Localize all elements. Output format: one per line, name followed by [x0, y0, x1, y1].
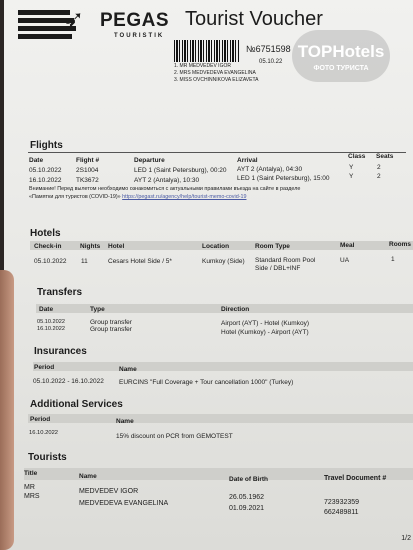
tourist-dob: 26.05.1962 [229, 494, 265, 501]
flight-number: 2S1004 [76, 167, 99, 174]
tourist-name: MEDVEDEVA EVANGELINA [79, 500, 169, 507]
holding-finger [0, 270, 14, 550]
col-title: Title [24, 470, 38, 477]
section-hotels-title: Hotels [30, 228, 61, 239]
section-transfers-title: Transfers [37, 287, 83, 298]
tourist-doc: 662489811 [324, 509, 359, 516]
flight-seats: 2 [377, 164, 381, 171]
col-nights: Nights [80, 243, 101, 250]
hotel-location: Kumkoy (Side) [202, 258, 245, 265]
flight-departure: AYT 2 (Antalya), 10:30 [134, 177, 200, 184]
header-band [33, 362, 413, 371]
hotel-checkin: 05.10.2022 [34, 258, 67, 265]
transfer-type: Group transfer [90, 319, 132, 326]
covid-memo-link[interactable]: https://pegast.ru/agency/help/tourist-memo-covid-19 [122, 194, 247, 200]
flight-date: 05.10.2022 [29, 167, 62, 174]
barcode [174, 40, 240, 62]
hotel-name: Cesars Hotel Side / 5* [108, 258, 172, 265]
transfer-type: Group transfer [90, 326, 132, 333]
flight-arrival: LED 1 (Saint Petersburg), 15:00 [237, 175, 330, 182]
section-flights-title: Flights [30, 140, 63, 151]
small-name: 2. MRS MEDVEDEVA EVANGELINA [174, 70, 256, 76]
names-small [174, 63, 258, 84]
page-title: Tourist Voucher [185, 8, 323, 30]
col-direction: Direction [221, 306, 250, 313]
col-meal: Meal [340, 242, 355, 249]
col-checkin: Check-in [34, 243, 62, 250]
col-class: Class [348, 153, 366, 160]
flight-departure: LED 1 (Saint Petersburg), 00:20 [134, 167, 227, 174]
col-name: Name [116, 418, 134, 425]
voucher-number: №6751598 [246, 44, 291, 54]
col-departure: Departure [134, 157, 165, 164]
service-period: 16.10.2022 [29, 430, 59, 436]
col-period: Period [34, 364, 55, 371]
voucher-date: 05.10.22 [259, 59, 283, 65]
transfer-date: 16.10.2022 [37, 326, 65, 332]
tophotels-watermark [292, 30, 390, 82]
insurance-period: 05.10.2022 - 16.10.2022 [33, 378, 104, 385]
brand-name: PEGAS [100, 10, 170, 31]
brand-sub: TOURISTIK [114, 33, 165, 39]
col-date: Date [29, 157, 44, 164]
hotel-room-type: Standard Room Pool [255, 257, 316, 264]
col-period: Period [30, 416, 51, 423]
col-type: Type [90, 306, 105, 313]
section-insurances-title: Insurances [34, 346, 87, 357]
col-seats: Seats [376, 153, 394, 160]
covid-notice-label: «Памятки для туристов (COVID-19)» [29, 194, 121, 200]
col-hotel: Hotel [108, 243, 125, 250]
tourist-name: MEDVEDEV IGOR [79, 488, 139, 495]
logo-bird-icon: ➶ [64, 6, 85, 33]
section-tourists-title: Tourists [28, 452, 67, 463]
watermark-tag: ФОТО ТУРИСТА [313, 65, 369, 72]
tourist-title: MR [24, 484, 35, 491]
service-name: 15% discount on PCR from GEMOTEST [116, 433, 233, 440]
tourist-doc: 723932359 [324, 499, 360, 506]
page-number: 1/2 [401, 535, 411, 542]
section-services-title: Additional Services [30, 399, 123, 410]
watermark-brand: TOPHotels [297, 42, 385, 61]
col-rooms: Rooms [389, 241, 412, 248]
flight-number: TK3672 [76, 177, 99, 184]
flight-arrival: AYT 2 (Antalya), 04:30 [237, 166, 303, 173]
col-name: Name [79, 473, 97, 480]
col-flight: Flight # [76, 157, 100, 164]
voucher-paper [4, 0, 413, 550]
flight-class: Y [349, 164, 354, 171]
tourist-dob: 01.09.2021 [229, 505, 265, 512]
transfer-date: 05.10.2022 [37, 319, 65, 325]
hotel-meal: UA [340, 257, 350, 264]
transfer-direction: Airport (AYT) - Hotel (Kumkoy) [221, 320, 310, 327]
tourist-title: MRS [24, 493, 40, 500]
small-name: 3. MISS OVCHINNIKOVA ELIZAVETA [174, 77, 259, 83]
col-dob: Date of Birth [229, 476, 268, 483]
covid-notice-line2 [29, 194, 247, 200]
flight-date: 16.10.2022 [29, 177, 62, 184]
pegas-logo [18, 6, 170, 48]
small-name: 1. MR MEDVEDEV IGOR [174, 63, 231, 69]
hotel-nights: 11 [81, 258, 88, 265]
flight-class: Y [349, 173, 354, 180]
hotel-room-type-2: Side / DBL+INF [255, 265, 301, 272]
col-room-type: Room Type [255, 243, 290, 250]
header-band [28, 414, 413, 423]
hotel-rooms: 1 [391, 256, 395, 263]
col-name: Name [119, 366, 137, 373]
col-travel-doc: Travel Document # [324, 475, 387, 482]
col-arrival: Arrival [237, 157, 258, 164]
col-date: Date [39, 306, 54, 313]
transfer-direction: Hotel (Kumkoy) - Airport (AYT) [221, 329, 309, 336]
insurance-name: EURCINS "Full Coverage + Tour cancellation 1000" (Turkey) [119, 379, 294, 386]
flight-seats: 2 [377, 173, 381, 180]
col-location: Location [202, 243, 230, 250]
covid-notice: Внимание! Перед вылетом необходимо ознакомиться с актуальными правилами въезда на сайте в разделе [29, 186, 301, 192]
